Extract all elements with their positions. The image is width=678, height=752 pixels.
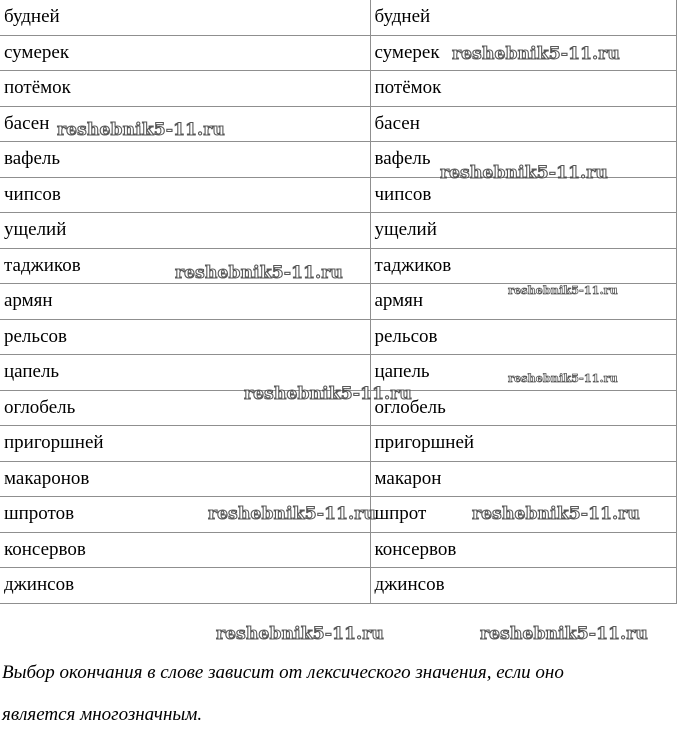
word-left-cell: вафель: [0, 142, 370, 178]
word-right-cell: сумерек: [370, 35, 676, 71]
table-row: [0, 568, 676, 604]
table-row: [0, 0, 676, 35]
watermark-text: reshebnik5-11.ru: [57, 120, 225, 140]
watermark-text: reshebnik5-11.ru: [216, 624, 384, 644]
word-right-cell: цапель: [370, 355, 676, 391]
watermark-text: reshebnik5-11.ru: [472, 504, 640, 524]
word-left-cell: чипсов: [0, 177, 370, 213]
word-left-cell: консервов: [0, 532, 370, 568]
word-right-cell: макарон: [370, 461, 676, 497]
word-left-cell: макаронов: [0, 461, 370, 497]
word-right-cell: таджиков: [370, 248, 676, 284]
table-row: [0, 213, 676, 249]
watermark-text: reshebnik5-11.ru: [508, 284, 618, 297]
word-left-cell: армян: [0, 284, 370, 320]
word-right-cell: рельсов: [370, 319, 676, 355]
word-left-cell: таджиков: [0, 248, 370, 284]
word-left-cell: ущелий: [0, 213, 370, 249]
word-right-cell: шпрот: [370, 497, 676, 533]
word-left-cell: шпротов: [0, 497, 370, 533]
word-left-cell: цапель: [0, 355, 370, 391]
word-right-cell: джинсов: [370, 568, 676, 604]
watermark-text: reshebnik5-11.ru: [440, 163, 608, 183]
table-row: [0, 71, 676, 107]
word-left-cell: пригоршней: [0, 426, 370, 462]
word-right-cell: потёмок: [370, 71, 676, 107]
table-row: [0, 461, 676, 497]
watermark-text: reshebnik5-11.ru: [508, 372, 618, 385]
note-line-2: является многозначным.: [2, 704, 203, 725]
watermark-text: reshebnik5-11.ru: [244, 384, 412, 404]
word-right-cell: вафель: [370, 142, 676, 178]
word-right-cell: чипсов: [370, 177, 676, 213]
word-right-cell: оглобель: [370, 390, 676, 426]
word-left-cell: оглобель: [0, 390, 370, 426]
table-row: [0, 319, 676, 355]
word-left-cell: потёмок: [0, 71, 370, 107]
table-row: [0, 532, 676, 568]
word-right-cell: басен: [370, 106, 676, 142]
word-left-cell: будней: [0, 0, 370, 35]
word-left-cell: сумерек: [0, 35, 370, 71]
note-line-1: Выбор окончания в слове зависит от лексического значения, если оно: [2, 662, 564, 683]
word-left-cell: джинсов: [0, 568, 370, 604]
word-right-cell: консервов: [370, 532, 676, 568]
word-left-cell: басен: [0, 106, 370, 142]
watermark-text: reshebnik5-11.ru: [208, 504, 376, 524]
word-right-cell: пригоршней: [370, 426, 676, 462]
table-row: [0, 426, 676, 462]
word-right-cell: армян: [370, 284, 676, 320]
watermark-text: reshebnik5-11.ru: [480, 624, 648, 644]
word-right-cell: ущелий: [370, 213, 676, 249]
word-right-cell: будней: [370, 0, 676, 35]
watermark-text: reshebnik5-11.ru: [452, 44, 620, 64]
word-left-cell: рельсов: [0, 319, 370, 355]
watermark-text: reshebnik5-11.ru: [175, 263, 343, 283]
